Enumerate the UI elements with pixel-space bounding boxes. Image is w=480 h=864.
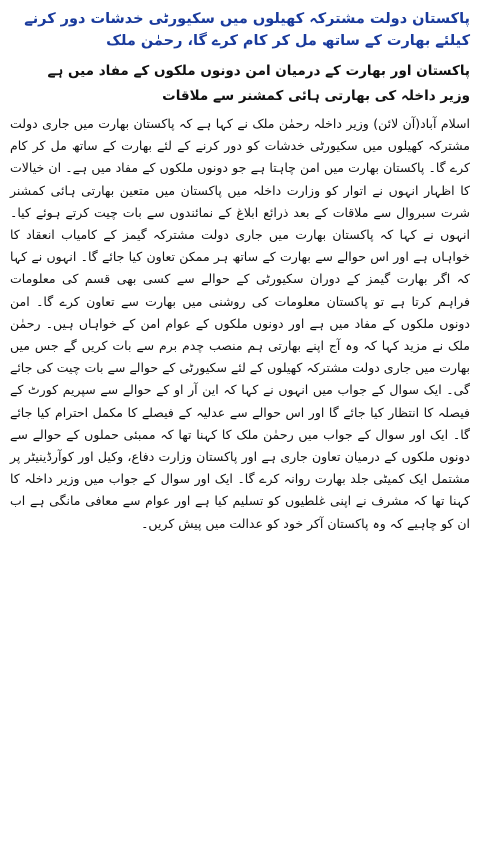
- article-subheading-2: وزیر داخلہ کی بھارتی ہائی کمشنر سے ملاقات: [162, 88, 470, 104]
- article-body: اسلام آباد(آن لائن) وزیر داخلہ رحمٰن ملک نے کہا ہے کہ پاکستان بھارت میں جاری دولت مشترکہ کھیلوں میں سکیورٹی خدشات کو دور کرنے کے لئے بھارت کے ساتھ مل کر کام کرے گا۔ پاکستان بھارت میں امن چاہتا ہے جو دونوں ملکوں کے مفاد میں ہے۔ ان خیالات کا اظہار انہوں نے اتوار کو وزارت داخلہ میں پاکستان میں متعین بھارتی ہائی کمشنر شرت سبروال سے ملاقات کے بعد ذرائع ابلاغ کے نمائندوں سے بات چیت کرتے ہوئے کیا۔ انہوں نے کہا کہ پاکستان بھارت میں جاری دولت مشترکہ گیمز کے کامیاب انعقاد کا خواہاں ہے اور اس حوالے سے بھارت کے ساتھ ہر ممکن تعاون کیا جائے گا۔ انہوں نے کہا کہ اگر بھارت گیمز کے دوران سکیورٹی کے حوالے سے کسی بھی قسم کی معلومات فراہم کرتا ہے تو پاکستان معلومات کی روشنی میں بھارت سے تعاون کرے گا۔ امن دونوں ملکوں کے مفاد میں ہے اور دونوں ملکوں کے عوام امن کے خواہاں ہیں۔ رحمٰن ملک نے مزید کہا کہ وہ آج اپنے بھارتی ہم منصب چدم برم سے بات کریں گے جس میں بھارت میں جاری دولت مشترکہ کھیلوں کے لئے سکیورٹی کے حوالے سے بات چیت کی جائے گی۔ ایک سوال کے جواب میں انہوں نے کہا کہ این آر او کے حوالے سے سپریم کورٹ کے فیصلہ کا انتظار کیا جائے گا اور اس حوالے سے عدلیہ کے فیصلے کا مکمل احترام کیا جائے گا۔ ایک اور سوال کے جواب میں رحمٰن ملک کا کہنا تھا کہ ممبئی حملوں کے حوالے سے دونوں ملکوں کے درمیان تعاون جاری ہے اور پاکستان وزارت دفاع، وکیل اور کوآرڈینیٹر پر مشتمل ایک کمیٹی جلد بھارت روانہ کرے گا۔ ایک اور سوال کے جواب میں وزیر داخلہ کا کہنا تھا کہ مشرف نے اپنی غلطیوں کو تسلیم کیا ہے اور عوام سے معافی مانگی ہے اب ان کو چاہیے کہ وہ پاکستان آکر خود کو عدالت میں پیش کریں۔: [10, 116, 470, 531]
- article-headline: پاکستان دولت مشترکہ کھیلوں میں سکیورٹی خدشات دور کرنے کیلئے بھارت کے ساتھ مل کر کام کرے گا، رحمٰن ملک: [24, 11, 470, 49]
- article-subheading-1: پاکستان اور بھارت کے درمیان امن دونوں ملکوں کے مفاد میں ہے: [47, 63, 470, 79]
